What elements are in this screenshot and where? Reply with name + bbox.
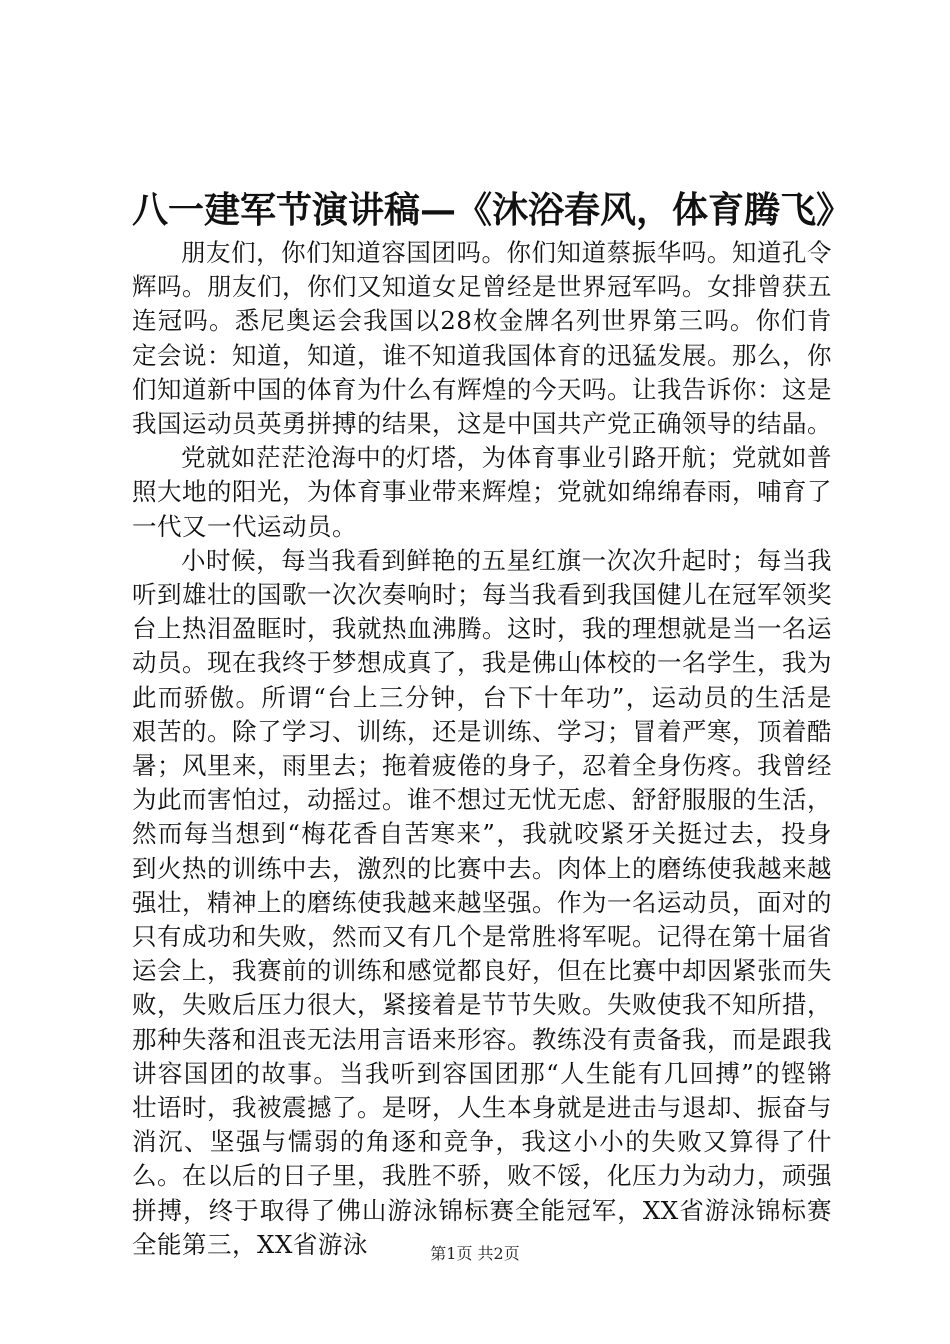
paragraph-2: 党就如茫茫沧海中的灯塔，为体育事业引路开航；党就如普照大地的阳光，为体育事业带来辉煌；党就如绵绵春雨，哺育了一代又一代运动员。 xyxy=(132,443,832,541)
paragraph-1: 朋友们，你们知道容国团吗。你们知道蔡振华吗。知道孔令辉吗。朋友们，你们又知道女足曾经是世界冠军吗。女排曾获五连冠吗。悉尼奥运会我国以28枚金牌名列世界第三吗。你们肯定会说：知道，知道，谁不知道我国体育的迅猛发展。那么，你们知道新中国的体育为什么有辉煌的今天吗。让我告诉你：这是我国运动员英勇拼搏的结果，这是中国共产党正确领导的结晶。 xyxy=(132,238,832,439)
document-title: 八一建军节演讲稿—《沐浴春风，体育腾飞》 xyxy=(132,189,853,231)
paragraph-3: 小时候，每当我看到鲜艳的五星红旗一次次升起时；每当我听到雄壮的国歌一次次奏响时；每当我看到我国健儿在冠军领奖台上热泪盈眶时，我就热血沸腾。这时，我的理想就是当一名运动员。现在我终于梦想成真了，我是佛山体校的一名学生，我为此而骄傲。所谓“台上三分钟，台下十年功”，运动员的生活是艰苦的。除了学习、训练，还是训练、学习；冒着严寒，顶着酷暑；风里来，雨里去；拖着疲倦的身子，忍着全身伤疼。我曾经为此而害怕过，动摇过。谁不想过无忧无虑、舒舒服服的生活，然而每当想到“梅花香自苦寒来”，我就咬紧牙关挺过去，投身到火热的训练中去，激烈的比赛中去。肉体上的磨练使我越来越强壮，精神上的磨练使我越来越坚强。作为一名运动员，面对的只有成功和失败，然而又有几个是常胜将军呢。记得在第十届省运会上，我赛前的训练和感觉都良好，但在比赛中却因紧张而失败，失败后压力很大，紧接着是节节失败。失败使我不知所措，那种失落和沮丧无法用言语来形容。教练没有责备我，而是跟我讲容国团的故事。当我听到容国团那“人生能有几回搏”的铿锵壮语时，我被震撼了。是呀，人生本身就是进击与退却、振奋与消沉、坚强与懦弱的角逐和竞争，我这小小的失败又算得了什么。在以后的日子里，我胜不骄，败不馁，化压力为动力，顽强拼搏，终于取得了佛山游泳锦标赛全能冠军，XX省游泳锦标赛全能第三，XX省游泳 xyxy=(132,545,832,1259)
document-body xyxy=(132,236,832,1262)
page-number-footer: 第1页 共2页 xyxy=(430,1244,520,1263)
